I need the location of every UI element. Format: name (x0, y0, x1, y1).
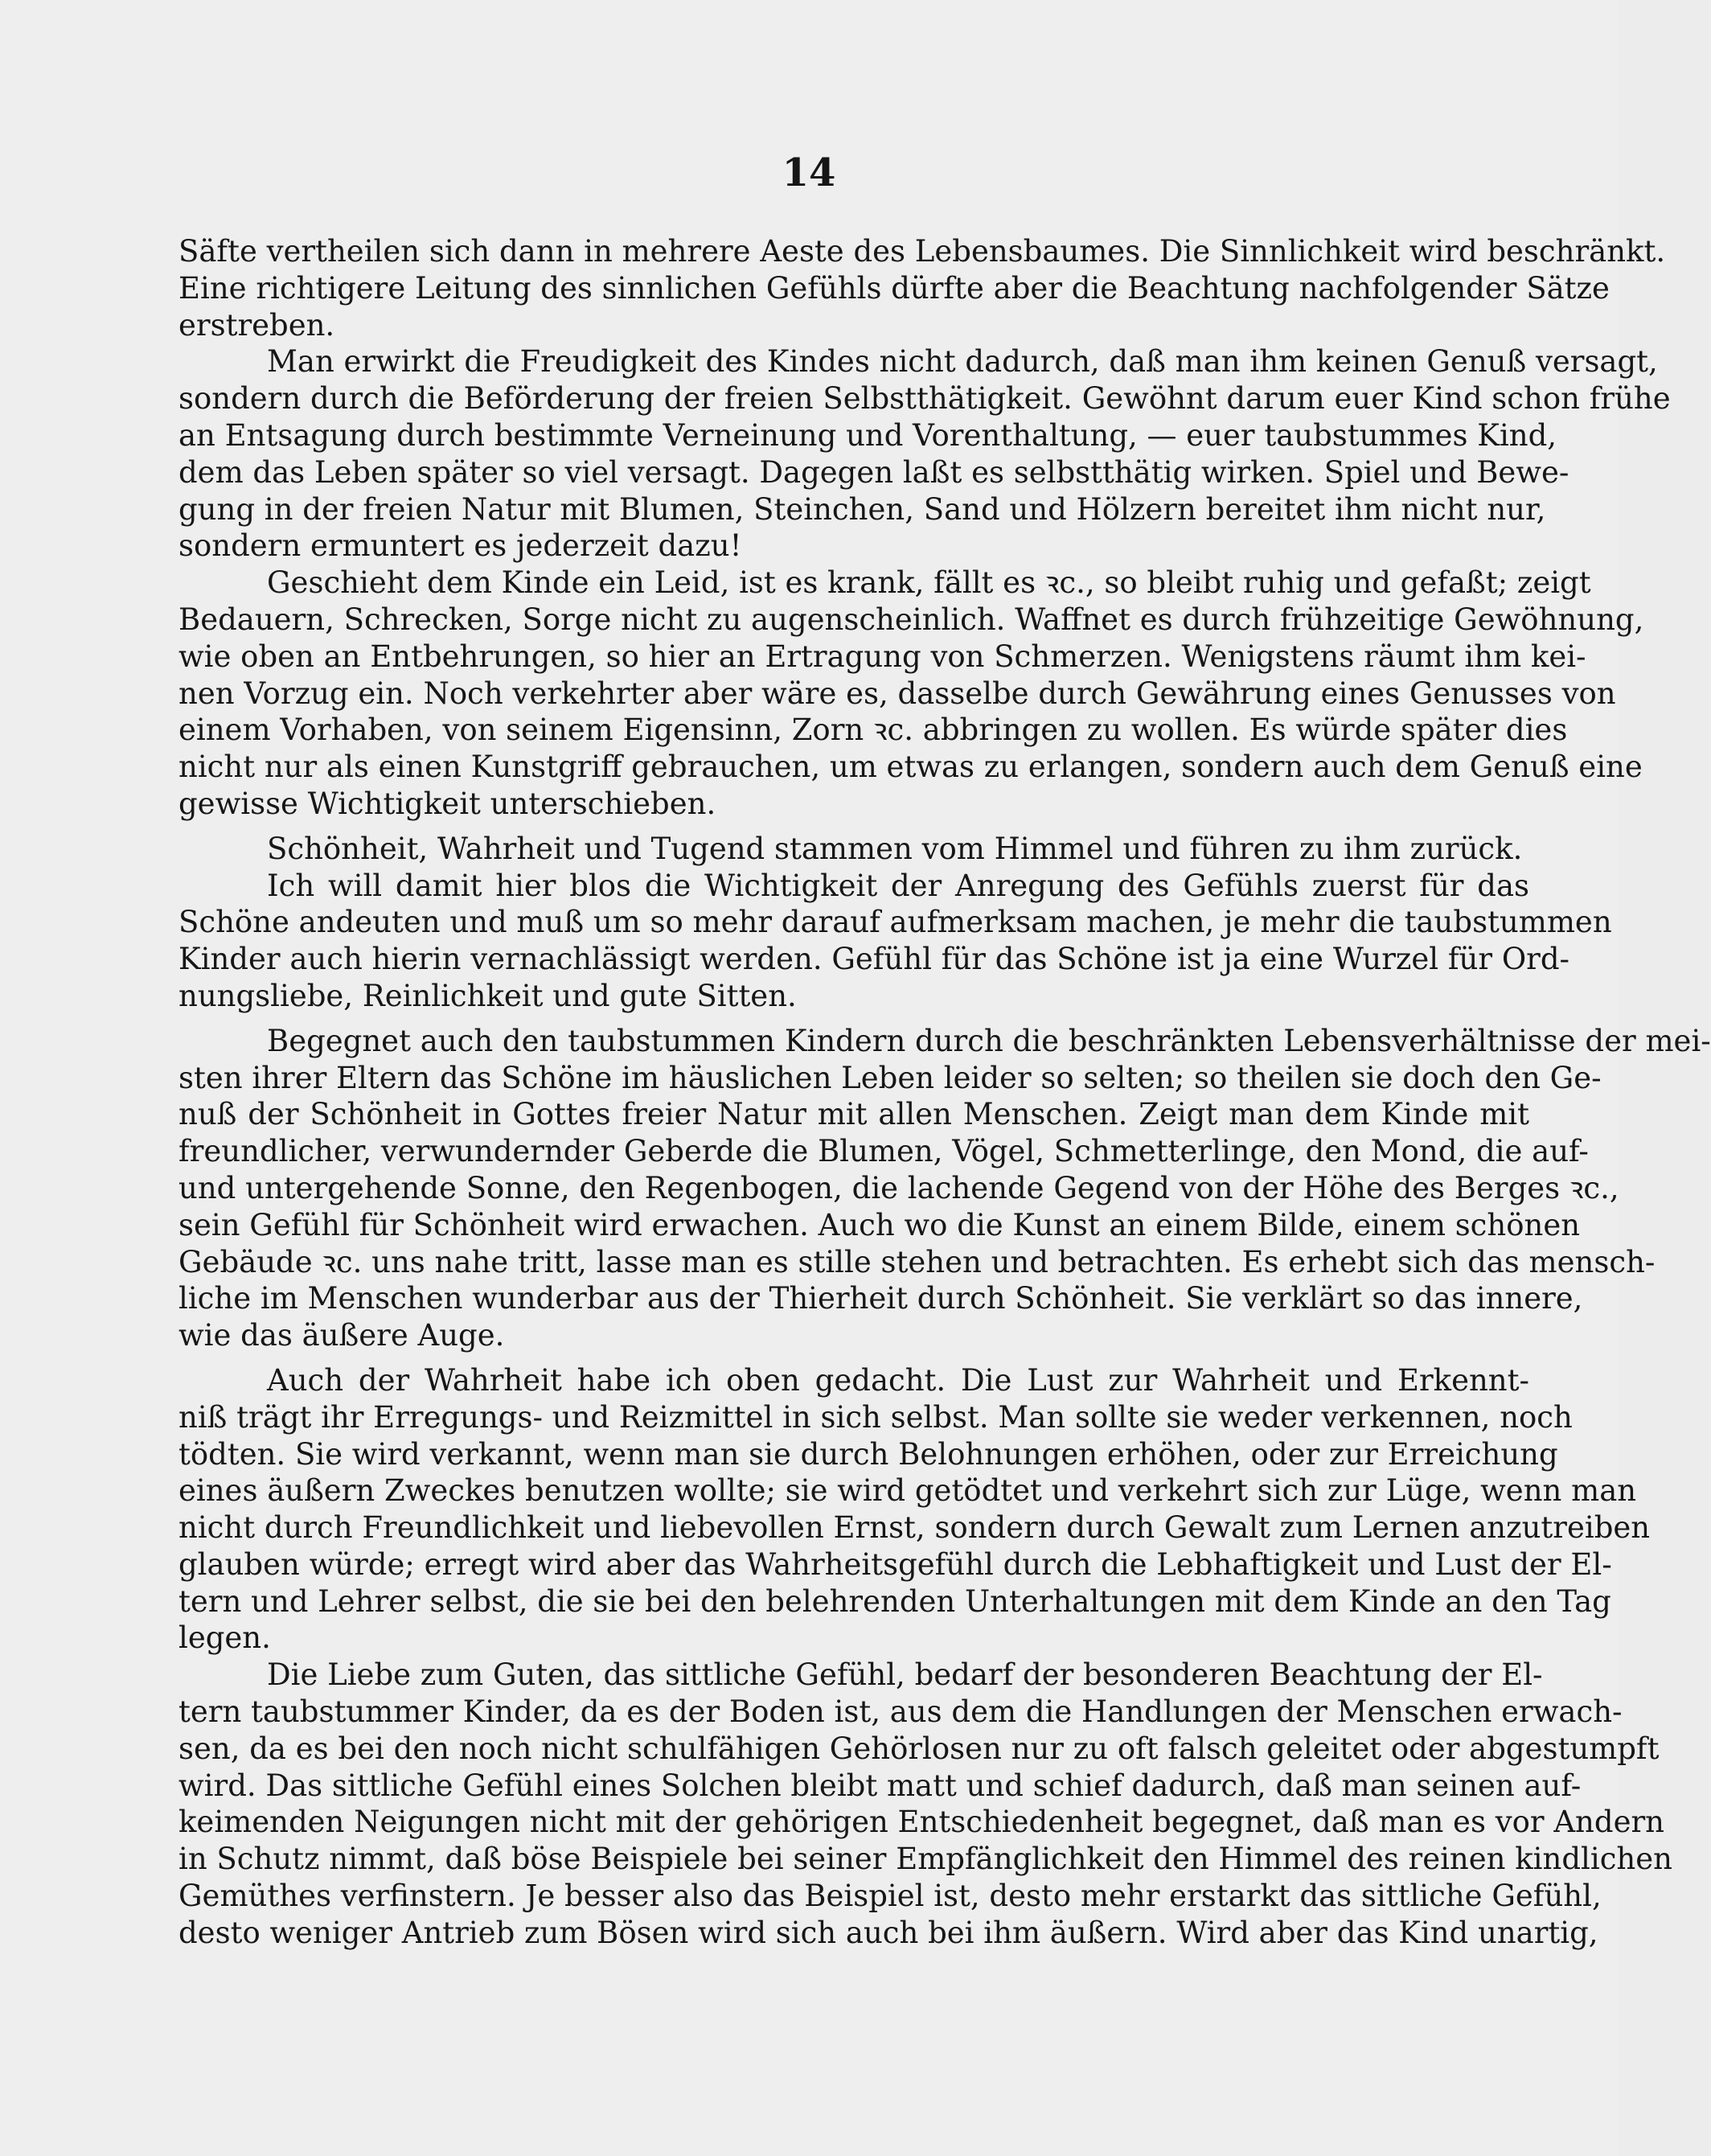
text-line: Ich will damit hier blos die Wichtigkeit der Anregung des Gefühls zuerst für das (267, 868, 1529, 903)
text-line: glauben würde; erregt wird aber das Wahrheitsgefühl durch die Lebhaftigkeit und Lust der El- (178, 1546, 1612, 1582)
text-line: wie oben an Entbehrungen, so hier an Ertragung von Schmerzen. Wenigstens räumt ihm kei- (178, 639, 1586, 674)
text-line: nuß der Schönheit in Gottes freier Natur mit allen Menschen. Zeigt man dem Kinde mit (178, 1097, 1529, 1132)
paragraph (178, 1023, 1711, 1354)
text-line: Gemüthes verfinstern. Je besser also das Beispiel ist, desto mehr erstarkt das sittliche Gefühl, (178, 1879, 1602, 1914)
text-line: gung in der freien Natur mit Blumen, Steinchen, Sand und Hölzern bereitet ihm nicht nur, (178, 491, 1546, 527)
text-line: einem Vorhaben, von seinem Eigensinn, Zorn ꝛc. abbringen zu wollen. Es würde später dies (178, 713, 1568, 748)
text-line: liche im Menschen wunderbar aus der Thierheit durch Schönheit. Sie verklärt so das innere, (178, 1281, 1583, 1316)
text-line: keimenden Neigungen nicht mit der gehörigen Entschiedenheit begegnet, daß man es vor Andern (178, 1805, 1664, 1840)
paragraph (178, 565, 1644, 823)
text-line: sen, da es bei den noch nicht schulfähigen Gehörlosen nur zu oft falsch geleitet oder abgestumpft (178, 1731, 1660, 1766)
paragraph (178, 831, 1529, 868)
text-line: Eine richtigere Leitung des sinnlichen Gefühls dürfte aber die Beachtung nachfolgender Sätze (178, 270, 1610, 306)
text-line: sten ihrer Eltern das Schöne im häuslichen Leben leider so selten; so theilen sie doch den Ge- (178, 1060, 1602, 1095)
paragraph (178, 1362, 1651, 1657)
text-line: freundlicher, verwundernder Geberde die Blumen, Vögel, Schmetterlinge, den Mond, die auf- (178, 1134, 1589, 1169)
text-line: und untergehende Sonne, den Regenbogen, die lachende Gegend von der Höhe des Berges ꝛc., (178, 1170, 1619, 1205)
text-line: sein Gefühl für Schönheit wird erwachen. Auch wo die Kunst an einem Bilde, einem schönen (178, 1207, 1581, 1242)
text-line: nungsliebe, Reinlichkeit und gute Sitten. (178, 978, 797, 1013)
text-line: Kinder auch hierin vernachlässigt werden. Gefühl für das Schöne ist ja eine Wurzel für Ord- (178, 942, 1570, 977)
text-line: tern und Lehrer selbst, die sie bei den belehrenden Unterhaltungen mit dem Kinde an den Tag (178, 1583, 1611, 1619)
text-line: Auch der Wahrheit habe ich oben gedacht. Die Lust zur Wahrheit und Erkennt- (267, 1362, 1529, 1398)
text-line: Begegnet auch den taubstummen Kindern durch die beschränkten Lebensverhältnisse der mei- (267, 1023, 1711, 1058)
text-line: Schönheit, Wahrheit und Tugend stammen vom Himmel und führen zu ihm zurück. (267, 831, 1523, 866)
text-line: an Entsagung durch bestimmte Verneinung und Vorenthaltung, — euer taubstummes Kind, (178, 417, 1557, 453)
text-line: Die Liebe zum Guten, das sittliche Gefühl, bedarf der besonderen Beachtung der El- (267, 1657, 1543, 1693)
text-line: Gebäude ꝛc. uns nahe tritt, lasse man es stille stehen und betrachten. Es erhebt sich das mensch- (178, 1244, 1656, 1279)
text-line: Schöne andeuten und muß um so mehr darauf aufmerksam machen, je mehr die taubstummen (178, 905, 1612, 940)
text-line: nicht nur als einen Kunstgriff gebrauchen, um etwas zu erlangen, sondern auch dem Genuß eine (178, 749, 1643, 785)
text-line: niß trägt ihr Erregungs- und Reizmittel in sich selbst. Man sollte sie weder verkennen, noch (178, 1399, 1573, 1435)
page-number: 14 (782, 150, 836, 195)
text-line: wird. Das sittliche Gefühl eines Solchen bleibt matt und schief dadurch, daß man seinen auf- (178, 1768, 1582, 1803)
text-line: Säfte vertheilen sich dann in mehrere Aeste des Lebensbaumes. Die Sinnlichkeit wird beschränkt. (178, 234, 1666, 269)
text-line: dem das Leben später so viel versagt. Dagegen laßt es selbstthätig wirken. Spiel und Bewe- (178, 454, 1569, 490)
text-line: tern taubstummer Kinder, da es der Boden ist, aus dem die Handlungen der Menschen erwach- (178, 1694, 1623, 1730)
text-line: nen Vorzug ein. Noch verkehrter aber wäre es, dasselbe durch Gewährung eines Genusses von (178, 676, 1616, 711)
text-line: nicht durch Freundlichkeit und liebevollen Ernst, sondern durch Gewalt zum Lernen anzutreiben (178, 1510, 1651, 1546)
paragraph (178, 233, 1666, 343)
text-line: gewisse Wichtigkeit unterschieben. (178, 786, 716, 821)
text-line: Geschieht dem Kinde ein Leid, ist es krank, fällt es ꝛc., so bleibt ruhig und gefaßt; zeigt (267, 565, 1591, 601)
body-text (178, 233, 1711, 1952)
paragraph (178, 868, 1612, 1015)
paragraph (178, 343, 1671, 565)
text-line: eines äußern Zweckes benutzen wollte; sie wird getödtet und verkehrt sich zur Lüge, wenn man (178, 1473, 1637, 1509)
text-line: sondern durch die Beförderung der freien Selbstthätigkeit. Gewöhnt darum euer Kind schon frühe (178, 381, 1671, 417)
text-line: erstreben. (178, 307, 335, 343)
text-line: sondern ermuntert es jederzeit dazu! (178, 528, 742, 564)
text-line: wie das äußere Auge. (178, 1318, 505, 1353)
text-line: desto weniger Antrieb zum Bösen wird sich auch bei ihm äußern. Wird aber das Kind unartig, (178, 1915, 1598, 1950)
text-line: Man erwirkt die Freudigkeit des Kindes nicht dadurch, daß man ihm keinen Genuß versagt, (267, 344, 1658, 380)
text-line: in Schutz nimmt, daß böse Beispiele bei seiner Empfänglichkeit den Himmel des reinen kindlichen (178, 1842, 1672, 1877)
text-line: tödten. Sie wird verkannt, wenn man sie durch Belohnungen erhöhen, oder zur Erreichung (178, 1436, 1558, 1472)
paragraph (178, 1657, 1672, 1951)
text-line: legen. (178, 1620, 271, 1656)
text-line: Bedauern, Schrecken, Sorge nicht zu augenscheinlich. Waffnet es durch frühzeitige Gewöhnung, (178, 602, 1644, 637)
